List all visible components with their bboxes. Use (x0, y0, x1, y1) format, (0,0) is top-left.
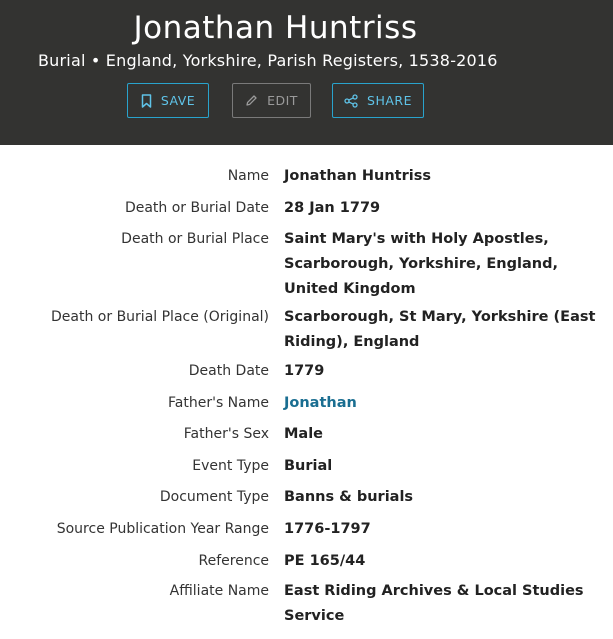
detail-label: Death or Burial Date (124, 200, 269, 216)
detail-value: Banns & burials (284, 489, 414, 505)
detail-label: Event Type (192, 458, 269, 474)
detail-label: Document Type (159, 489, 269, 505)
detail-value: Burial (284, 458, 333, 474)
detail-value: Jonathan Huntriss (284, 168, 431, 184)
detail-value: Scarborough, St Mary, Yorkshire (East Riding), England (284, 309, 596, 350)
record-title: Jonathan Huntriss (133, 10, 418, 46)
save-button-label: SAVE (160, 93, 196, 108)
share-icon (344, 94, 358, 108)
detail-value: 28 Jan 1779 (284, 200, 381, 216)
record-subtitle: Burial • England, Yorkshire, Parish Registers, 1538-2016 (38, 51, 498, 70)
detail-value: Male (284, 426, 324, 442)
father-name-link[interactable]: Jonathan (284, 395, 357, 411)
pencil-icon (245, 94, 258, 107)
record-header (0, 0, 613, 145)
edit-button[interactable] (232, 83, 311, 118)
detail-value: PE 165/44 (284, 553, 366, 569)
detail-label: Source Publication Year Range (56, 521, 269, 537)
detail-label: Reference (198, 553, 269, 569)
detail-value: 1776-1797 (284, 521, 371, 537)
detail-label: Affiliate Name (169, 583, 269, 599)
detail-label: Death or Burial Place (121, 231, 269, 247)
detail-value: East Riding Archives & Local Studies Service (284, 583, 584, 624)
detail-value: Saint Mary's with Holy Apostles, Scarborough, Yorkshire, England, United Kingdom (284, 231, 558, 297)
edit-button-label: EDIT (267, 93, 298, 108)
save-button[interactable] (127, 83, 209, 118)
detail-value: 1779 (284, 363, 325, 379)
detail-label: Death or Burial Place (Original) (51, 309, 269, 325)
share-button-label: SHARE (367, 93, 412, 108)
detail-label: Death Date (188, 363, 269, 379)
share-button[interactable] (332, 83, 424, 118)
detail-label: Name (227, 168, 269, 184)
detail-label: Father's Sex (183, 426, 269, 442)
bookmark-icon (141, 94, 152, 108)
detail-label: Father's Name (168, 395, 269, 411)
